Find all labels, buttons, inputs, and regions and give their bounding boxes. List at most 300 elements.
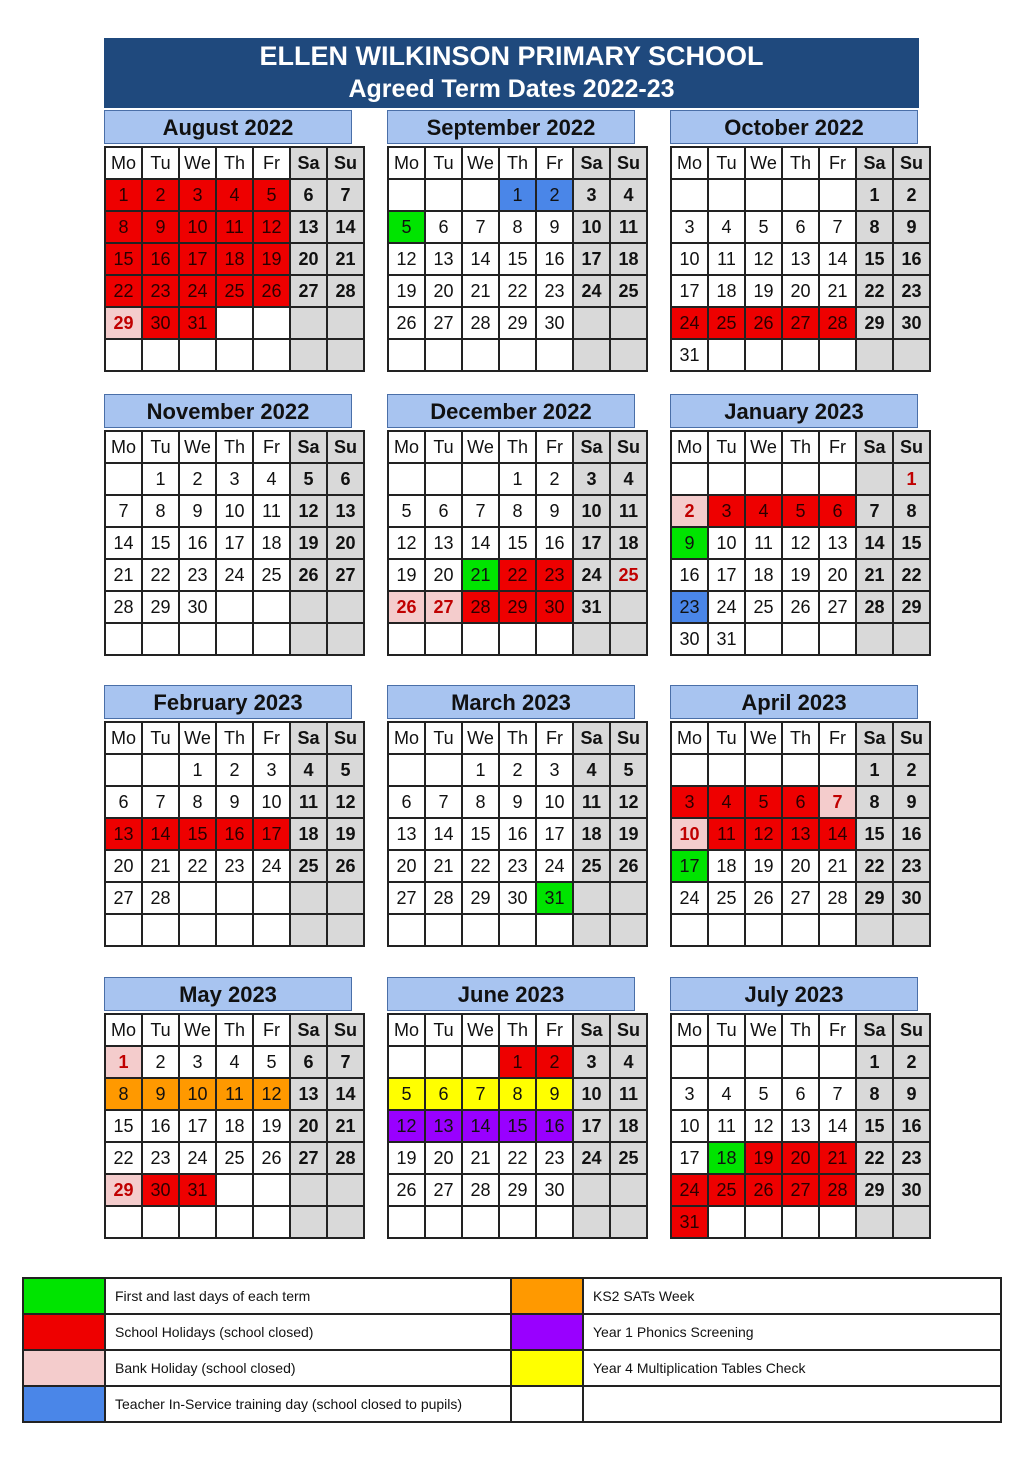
day-cell: 28: [105, 591, 142, 623]
day-cell: 1: [105, 1046, 142, 1078]
day-cell: 22: [856, 275, 893, 307]
weekday-header: We: [179, 431, 216, 463]
day-cell: [142, 914, 179, 946]
day-cell: [425, 179, 462, 211]
day-cell: [425, 463, 462, 495]
day-cell: 26: [745, 307, 782, 339]
weekday-header: Su: [327, 431, 364, 463]
weekday-header: Th: [499, 431, 536, 463]
day-cell: 14: [462, 527, 499, 559]
day-cell: 10: [671, 243, 708, 275]
day-cell: [573, 307, 610, 339]
day-cell: [708, 179, 745, 211]
day-cell: [327, 882, 364, 914]
month-title: December 2022: [387, 394, 635, 428]
day-cell: 28: [327, 275, 364, 307]
day-cell: 17: [671, 275, 708, 307]
day-cell: 3: [216, 463, 253, 495]
day-cell: 16: [499, 818, 536, 850]
month-calendar: [670, 394, 923, 656]
month-title: June 2023: [387, 977, 635, 1011]
day-cell: 5: [745, 786, 782, 818]
day-cell: 24: [179, 1142, 216, 1174]
day-cell: 12: [327, 786, 364, 818]
day-cell: [499, 1206, 536, 1238]
day-cell: 3: [536, 754, 573, 786]
day-cell: 23: [179, 559, 216, 591]
day-cell: 25: [708, 882, 745, 914]
day-cell: 29: [856, 882, 893, 914]
day-cell: 25: [216, 275, 253, 307]
day-cell: 19: [388, 559, 425, 591]
day-cell: [745, 1206, 782, 1238]
day-cell: 8: [856, 1078, 893, 1110]
day-cell: [610, 623, 647, 655]
day-cell: 16: [536, 1110, 573, 1142]
day-cell: 3: [708, 495, 745, 527]
weekday-header: Tu: [425, 722, 462, 754]
day-cell: 12: [745, 243, 782, 275]
month-calendar: [670, 977, 923, 1239]
day-cell: [708, 1046, 745, 1078]
day-cell: [290, 307, 327, 339]
day-cell: [425, 623, 462, 655]
day-cell: [105, 339, 142, 371]
weekday-header: We: [462, 147, 499, 179]
month-grid: [104, 1013, 365, 1239]
legend-label: Teacher In-Service training day (school closed to pupils): [105, 1386, 511, 1422]
weekday-header: Fr: [253, 147, 290, 179]
day-cell: 15: [856, 243, 893, 275]
day-cell: [179, 339, 216, 371]
day-cell: 7: [819, 211, 856, 243]
day-cell: 9: [893, 211, 930, 243]
day-cell: [425, 1206, 462, 1238]
month-grid: [670, 430, 931, 656]
day-cell: [216, 339, 253, 371]
day-cell: [179, 623, 216, 655]
weekday-header: Mo: [671, 722, 708, 754]
school-name: ELLEN WILKINSON PRIMARY SCHOOL: [259, 41, 764, 71]
day-cell: [782, 1046, 819, 1078]
day-cell: 12: [388, 527, 425, 559]
weekday-header: Fr: [253, 1014, 290, 1046]
day-cell: [819, 914, 856, 946]
day-cell: 6: [327, 463, 364, 495]
day-cell: 10: [671, 818, 708, 850]
day-cell: [671, 463, 708, 495]
day-cell: 31: [671, 339, 708, 371]
day-cell: 21: [425, 850, 462, 882]
day-cell: 9: [536, 1078, 573, 1110]
day-cell: 18: [216, 1110, 253, 1142]
weekday-header: Sa: [573, 431, 610, 463]
weekday-header: We: [745, 1014, 782, 1046]
day-cell: 16: [893, 243, 930, 275]
day-cell: 22: [105, 275, 142, 307]
day-cell: 27: [290, 275, 327, 307]
month-grid: [670, 721, 931, 947]
legend-row: [23, 1386, 1001, 1422]
weekday-header: Mo: [671, 431, 708, 463]
day-cell: 11: [610, 1078, 647, 1110]
day-cell: 27: [105, 882, 142, 914]
day-cell: 2: [893, 1046, 930, 1078]
day-cell: 22: [499, 559, 536, 591]
day-cell: 7: [327, 1046, 364, 1078]
day-cell: 22: [462, 850, 499, 882]
day-cell: 25: [573, 850, 610, 882]
weekday-header: Mo: [105, 147, 142, 179]
weekday-header: Mo: [388, 147, 425, 179]
day-cell: 22: [142, 559, 179, 591]
day-cell: 9: [499, 786, 536, 818]
day-cell: [856, 463, 893, 495]
day-cell: 12: [610, 786, 647, 818]
legend-swatch: [23, 1386, 105, 1422]
day-cell: [105, 623, 142, 655]
weekday-header: Tu: [142, 1014, 179, 1046]
day-cell: 1: [499, 463, 536, 495]
day-cell: 23: [142, 1142, 179, 1174]
day-cell: [216, 914, 253, 946]
day-cell: [499, 339, 536, 371]
day-cell: [253, 1174, 290, 1206]
day-cell: [253, 1206, 290, 1238]
day-cell: [708, 339, 745, 371]
day-cell: 29: [856, 1174, 893, 1206]
day-cell: [142, 623, 179, 655]
day-cell: 20: [782, 850, 819, 882]
day-cell: [610, 1206, 647, 1238]
day-cell: 31: [179, 307, 216, 339]
day-cell: 15: [499, 527, 536, 559]
day-cell: 9: [536, 495, 573, 527]
day-cell: [573, 1174, 610, 1206]
day-cell: 3: [573, 1046, 610, 1078]
day-cell: [290, 1174, 327, 1206]
month-title: July 2023: [670, 977, 918, 1011]
weekday-header: Fr: [819, 147, 856, 179]
legend-swatch: [511, 1314, 583, 1350]
weekday-header: We: [462, 431, 499, 463]
weekday-header: Tu: [708, 431, 745, 463]
day-cell: 24: [253, 850, 290, 882]
weekday-header: Su: [610, 1014, 647, 1046]
weekday-header: Su: [610, 147, 647, 179]
day-cell: 27: [782, 1174, 819, 1206]
day-cell: 3: [671, 211, 708, 243]
weekday-header: We: [745, 431, 782, 463]
day-cell: 16: [893, 818, 930, 850]
day-cell: 7: [462, 211, 499, 243]
day-cell: 14: [819, 1110, 856, 1142]
weekday-header: Fr: [819, 431, 856, 463]
day-cell: 29: [142, 591, 179, 623]
day-cell: [216, 623, 253, 655]
day-cell: [388, 623, 425, 655]
day-cell: [819, 1206, 856, 1238]
day-cell: [216, 307, 253, 339]
weekday-header: Su: [327, 1014, 364, 1046]
day-cell: 1: [856, 179, 893, 211]
legend-label: Year 1 Phonics Screening: [583, 1314, 1001, 1350]
day-cell: 26: [610, 850, 647, 882]
day-cell: 2: [536, 463, 573, 495]
day-cell: 24: [216, 559, 253, 591]
day-cell: 14: [142, 818, 179, 850]
day-cell: 10: [573, 495, 610, 527]
day-cell: 6: [425, 211, 462, 243]
day-cell: 1: [462, 754, 499, 786]
day-cell: 28: [819, 307, 856, 339]
day-cell: 13: [782, 243, 819, 275]
day-cell: 24: [536, 850, 573, 882]
weekday-header: Su: [327, 722, 364, 754]
day-cell: [610, 591, 647, 623]
month-title: February 2023: [104, 685, 352, 719]
month-title: November 2022: [104, 394, 352, 428]
day-cell: 30: [893, 1174, 930, 1206]
weekday-header: Th: [216, 431, 253, 463]
legend-label: KS2 SATs Week: [583, 1278, 1001, 1314]
day-cell: [216, 591, 253, 623]
day-cell: 17: [216, 527, 253, 559]
day-cell: 28: [425, 882, 462, 914]
day-cell: 12: [745, 818, 782, 850]
day-cell: 20: [782, 1142, 819, 1174]
day-cell: [327, 1206, 364, 1238]
day-cell: 21: [819, 275, 856, 307]
day-cell: 6: [105, 786, 142, 818]
day-cell: 25: [708, 307, 745, 339]
day-cell: 5: [388, 495, 425, 527]
day-cell: 24: [708, 591, 745, 623]
weekday-header: Fr: [536, 722, 573, 754]
day-cell: [819, 179, 856, 211]
day-cell: [856, 914, 893, 946]
day-cell: 1: [856, 754, 893, 786]
day-cell: 25: [610, 559, 647, 591]
day-cell: 5: [290, 463, 327, 495]
day-cell: 6: [782, 1078, 819, 1110]
page-header: [104, 38, 919, 108]
day-cell: 9: [142, 1078, 179, 1110]
day-cell: [388, 1206, 425, 1238]
day-cell: 6: [425, 495, 462, 527]
weekday-header: Th: [782, 722, 819, 754]
day-cell: 11: [216, 1078, 253, 1110]
day-cell: 22: [499, 275, 536, 307]
day-cell: 31: [573, 591, 610, 623]
day-cell: 13: [782, 1110, 819, 1142]
day-cell: 19: [782, 559, 819, 591]
day-cell: [708, 754, 745, 786]
day-cell: 13: [327, 495, 364, 527]
day-cell: 22: [499, 1142, 536, 1174]
month-title: March 2023: [387, 685, 635, 719]
day-cell: [142, 1206, 179, 1238]
day-cell: [573, 914, 610, 946]
weekday-header: Th: [216, 147, 253, 179]
day-cell: 6: [290, 1046, 327, 1078]
weekday-header: Sa: [290, 722, 327, 754]
day-cell: [290, 882, 327, 914]
weekday-header: Fr: [536, 1014, 573, 1046]
day-cell: [745, 463, 782, 495]
day-cell: 29: [856, 307, 893, 339]
day-cell: 24: [179, 275, 216, 307]
weekday-header: Su: [327, 147, 364, 179]
day-cell: 4: [610, 179, 647, 211]
day-cell: 25: [745, 591, 782, 623]
day-cell: 27: [327, 559, 364, 591]
month-calendar: [104, 110, 357, 372]
day-cell: 17: [671, 850, 708, 882]
legend-label: [583, 1386, 1001, 1422]
day-cell: 14: [819, 818, 856, 850]
day-cell: 5: [388, 1078, 425, 1110]
day-cell: 13: [425, 243, 462, 275]
legend-swatch: [23, 1350, 105, 1386]
weekday-header: Fr: [819, 722, 856, 754]
day-cell: 29: [105, 307, 142, 339]
day-cell: [856, 623, 893, 655]
weekday-header: Sa: [856, 722, 893, 754]
day-cell: 8: [856, 786, 893, 818]
weekday-header: Tu: [708, 147, 745, 179]
day-cell: 27: [388, 882, 425, 914]
day-cell: 19: [745, 850, 782, 882]
day-cell: 21: [142, 850, 179, 882]
day-cell: [671, 754, 708, 786]
day-cell: 17: [573, 527, 610, 559]
day-cell: 6: [782, 211, 819, 243]
day-cell: [253, 882, 290, 914]
day-cell: 5: [782, 495, 819, 527]
weekday-header: Su: [893, 431, 930, 463]
day-cell: 18: [745, 559, 782, 591]
month-title: October 2022: [670, 110, 918, 144]
day-cell: [327, 914, 364, 946]
day-cell: [105, 463, 142, 495]
day-cell: [499, 914, 536, 946]
day-cell: 4: [708, 211, 745, 243]
day-cell: 13: [105, 818, 142, 850]
day-cell: [536, 623, 573, 655]
month-grid: [670, 1013, 931, 1239]
weekday-header: Th: [782, 431, 819, 463]
day-cell: 20: [290, 243, 327, 275]
day-cell: 16: [216, 818, 253, 850]
day-cell: 30: [179, 591, 216, 623]
day-cell: 26: [782, 591, 819, 623]
day-cell: 2: [499, 754, 536, 786]
day-cell: 11: [708, 818, 745, 850]
day-cell: 30: [893, 307, 930, 339]
day-cell: [425, 1046, 462, 1078]
weekday-header: Sa: [856, 1014, 893, 1046]
day-cell: 5: [388, 211, 425, 243]
legend-row: [23, 1278, 1001, 1314]
day-cell: [388, 339, 425, 371]
day-cell: 4: [708, 1078, 745, 1110]
day-cell: 27: [425, 307, 462, 339]
day-cell: 18: [290, 818, 327, 850]
legend-swatch: [23, 1314, 105, 1350]
day-cell: 6: [388, 786, 425, 818]
weekday-header: Su: [893, 147, 930, 179]
day-cell: 12: [253, 211, 290, 243]
day-cell: 21: [462, 275, 499, 307]
day-cell: [462, 179, 499, 211]
day-cell: 3: [179, 179, 216, 211]
day-cell: 4: [216, 179, 253, 211]
month-grid: [104, 146, 365, 372]
day-cell: 14: [462, 243, 499, 275]
day-cell: [253, 591, 290, 623]
day-cell: [782, 754, 819, 786]
day-cell: 29: [893, 591, 930, 623]
day-cell: 27: [782, 882, 819, 914]
day-cell: 18: [253, 527, 290, 559]
day-cell: [462, 1206, 499, 1238]
day-cell: 22: [105, 1142, 142, 1174]
day-cell: 24: [671, 1174, 708, 1206]
day-cell: 9: [893, 1078, 930, 1110]
day-cell: 31: [536, 882, 573, 914]
day-cell: 1: [893, 463, 930, 495]
weekday-header: Sa: [290, 431, 327, 463]
day-cell: 25: [216, 1142, 253, 1174]
day-cell: 15: [105, 1110, 142, 1142]
day-cell: [105, 914, 142, 946]
day-cell: [179, 914, 216, 946]
month-calendar: [387, 110, 640, 372]
day-cell: 17: [573, 1110, 610, 1142]
day-cell: 16: [142, 1110, 179, 1142]
day-cell: [819, 339, 856, 371]
day-cell: [573, 1206, 610, 1238]
day-cell: 14: [327, 211, 364, 243]
day-cell: 14: [425, 818, 462, 850]
day-cell: 17: [536, 818, 573, 850]
day-cell: 9: [179, 495, 216, 527]
weekday-header: Mo: [671, 1014, 708, 1046]
day-cell: 28: [462, 1174, 499, 1206]
month-calendar: [670, 110, 923, 372]
weekday-header: We: [179, 147, 216, 179]
day-cell: [536, 1206, 573, 1238]
day-cell: 10: [253, 786, 290, 818]
day-cell: 26: [745, 1174, 782, 1206]
day-cell: 17: [708, 559, 745, 591]
weekday-header: Tu: [142, 431, 179, 463]
day-cell: [290, 623, 327, 655]
day-cell: 28: [462, 307, 499, 339]
day-cell: [708, 1206, 745, 1238]
day-cell: [462, 914, 499, 946]
day-cell: 10: [573, 211, 610, 243]
day-cell: 19: [745, 275, 782, 307]
day-cell: 15: [499, 1110, 536, 1142]
day-cell: 27: [819, 591, 856, 623]
day-cell: 3: [671, 786, 708, 818]
day-cell: 18: [216, 243, 253, 275]
weekday-header: Mo: [388, 1014, 425, 1046]
day-cell: 14: [327, 1078, 364, 1110]
day-cell: [216, 1206, 253, 1238]
